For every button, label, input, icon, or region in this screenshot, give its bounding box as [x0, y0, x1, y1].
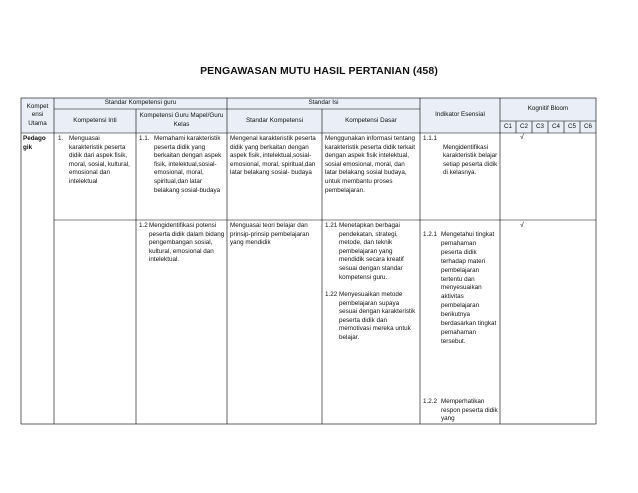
kompetensi-dasar-number-2b: 1.22 — [325, 291, 338, 298]
bloom-level-c4: C4 — [551, 122, 561, 130]
standar-kompetensi-cell-2: Menguasai teori belajar dan prinsip-prinsip pembelajaran yang mendidik — [230, 222, 310, 247]
indikator-text-1: Mengidentifikasi karakteristik belajar setiap peserta didik di kelasnya. — [443, 143, 498, 177]
header-kompetensi-dasar: Kompetensi Dasar — [345, 116, 397, 124]
bloom-level-c1: C1 — [503, 122, 513, 130]
kompetensi-inti-cell — [58, 135, 134, 187]
header-standar-kompetensi: Standar Kompetensi — [245, 116, 304, 124]
indikator-number-2a: 1.2.1 — [423, 231, 438, 238]
bloom-check-row1-c2: √ — [520, 134, 524, 141]
kompetensi-guru-number-2: 1.2 — [139, 222, 148, 229]
kompetensi-utama-cell: Pedago gik — [23, 135, 46, 151]
header-indikator-esensial: Indikator Esensial — [435, 111, 485, 119]
indikator-cell-2a — [423, 231, 498, 347]
page-title: PENGAWASAN MUTU HASIL PERTANIAN (458) — [200, 65, 438, 77]
indikator-cell-1 — [423, 135, 498, 178]
kompetensi-inti-text: Menguasai karakteristik peserta didik dari aspek fisik, moral, sosial, kultural, emosional dan intelektual — [69, 135, 130, 185]
kompetensi-dasar-cell-2b — [325, 291, 418, 343]
kompetensi-dasar-text-2b: Menyesuaikan metode pembelajaran supaya sesuai dengan karakteristik peserta didik dan memotivasi mereka untuk belajar. — [339, 291, 416, 341]
bloom-check-row2-c2: √ — [520, 222, 524, 229]
indikator-cell-2b — [423, 398, 498, 424]
header-standar-kompetensi-guru: Standar Kompetensi guru — [104, 99, 177, 107]
bloom-level-c6: C6 — [583, 122, 593, 130]
indikator-number-1: 1.1.1 — [423, 135, 438, 142]
kompetensi-dasar-text-2a: Menetapkan berbagai pendekatan, strategi, metode, dan teknik pembelajaran yang mendidik secara kreatif sesuai dengan standar kompetensi guru. — [339, 222, 404, 281]
indikator-text-2a: Mengetahui tingkat pemahaman peserta didik terhadap materi pembelajaran tertentu dan menyesuaikan aktivitas pembelajaran berikutnya berdasarkan tingkat pemahaman tersebut. — [441, 231, 497, 345]
header-standar-isi: Standar Isi — [308, 99, 339, 107]
header-kognitif-bloom: Kognitif Bloom — [527, 105, 569, 113]
bloom-level-c3: C3 — [535, 122, 545, 130]
header-kompetensi-inti: Kompetensi Inti — [73, 116, 117, 124]
kompetensi-guru-text-2: Mengidentifikasi potensi peserta didik dalam bidang pengembangan sosial, kultural, emosional dan intelektual. — [149, 222, 225, 264]
kompetensi-dasar-cell-2a — [325, 222, 418, 282]
kompetensi-guru-cell-2 — [139, 222, 225, 265]
kompetensi-dasar-number-2a: 1.21 — [325, 222, 338, 229]
indikator-number-2b: 1.2.2 — [423, 398, 438, 405]
kompetensi-guru-cell-1 — [139, 135, 225, 195]
indikator-text-2b: Memperhatikan respon peserta didik yang — [441, 398, 498, 423]
standar-kompetensi-cell-1: Mengenal karakteristik peserta didik yang berkaitan dengan aspek fisik, intelektual,sosial-emosional, moral, spiritual,dan latar belakang sosial- budaya — [230, 135, 316, 177]
bloom-level-c5: C5 — [567, 122, 577, 130]
kompetensi-inti-number: 1. — [58, 135, 64, 142]
kompetensi-guru-number-1: 1.1. — [139, 135, 150, 142]
header-kompetensi-utama: Kompet ensi Utama — [26, 102, 49, 127]
kompetensi-dasar-cell-1: Menggunakan informasi tentang karakteristik peserta didik terkait dengan aspek fisik intelektual, sosial emosional, moral, dan latar belakang sosial budaya, untuk membantu proses pembelajaran. — [325, 135, 415, 194]
kompetensi-guru-text-1: Memahami karakteristik peserta didik yang berkaitan dengan aspek fisik, intelektual,sosial-emosional, moral, spiritual,dan latar belakang sosial-budaya — [154, 135, 222, 194]
bloom-level-c2: C2 — [519, 122, 529, 130]
header-kompetensi-guru-mapel: Kompetensi Guru Mapel/Guru Kelas — [139, 112, 224, 128]
